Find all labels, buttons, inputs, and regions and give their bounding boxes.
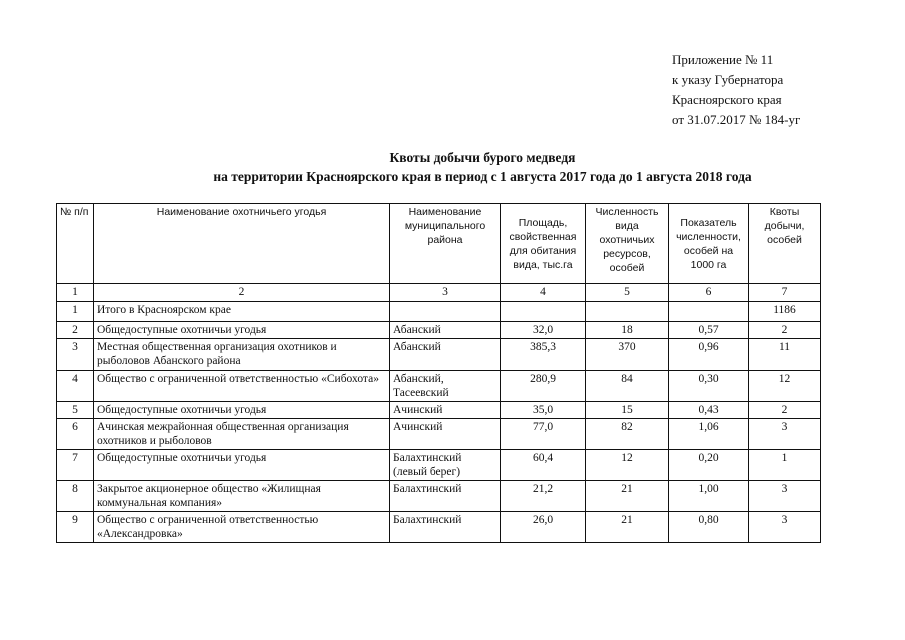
row-number: 2	[57, 322, 94, 339]
quota-value: 3	[749, 481, 821, 512]
index-cell: 7	[749, 284, 821, 302]
header-population: Численность вида охотничьих ресурсов, особей	[586, 204, 669, 284]
district-name	[390, 302, 501, 322]
index-cell: 6	[669, 284, 749, 302]
density-value: 1,00	[669, 481, 749, 512]
density-value: 0,43	[669, 402, 749, 419]
row-number: 1	[57, 302, 94, 322]
area-value: 35,0	[501, 402, 586, 419]
row-number: 4	[57, 371, 94, 402]
quota-value: 2	[749, 322, 821, 339]
district-name: Балахтинский	[390, 481, 501, 512]
hunting-ground-name: Итого в Красноярском крае	[94, 302, 390, 322]
hunting-ground-name: Ачинская межрайонная общественная организация охотников и рыболовов	[94, 419, 390, 450]
row-number: 5	[57, 402, 94, 419]
header-row	[57, 204, 821, 284]
hunting-ground-name: Местная общественная организация охотников и рыболовов Абанского района	[94, 339, 390, 371]
district-name: Абанский	[390, 339, 501, 371]
density-value: 0,96	[669, 339, 749, 371]
index-cell: 5	[586, 284, 669, 302]
title-line-1: Квоты добычи бурого медведя	[389, 150, 576, 165]
table-row	[57, 512, 821, 543]
index-cell: 4	[501, 284, 586, 302]
population-value	[586, 302, 669, 322]
header-area: Площадь, свойственная для обитания вида, тыс.га	[501, 204, 586, 284]
quota-value: 11	[749, 339, 821, 371]
density-value	[669, 302, 749, 322]
density-value: 1,06	[669, 419, 749, 450]
document-title	[0, 148, 905, 186]
table-row	[57, 339, 821, 371]
density-value: 0,80	[669, 512, 749, 543]
row-number: 8	[57, 481, 94, 512]
density-value: 0,30	[669, 371, 749, 402]
density-value: 0,57	[669, 322, 749, 339]
population-value: 12	[586, 450, 669, 481]
row-number: 7	[57, 450, 94, 481]
hunting-ground-name: Закрытое акционерное общество «Жилищная коммунальная компания»	[94, 481, 390, 512]
table-row	[57, 402, 821, 419]
table-row	[57, 322, 821, 339]
header-district: Наименование муниципального района	[390, 204, 501, 284]
district-name: Балахтинский	[390, 512, 501, 543]
row-number: 6	[57, 419, 94, 450]
appendix-number: Приложение № 11	[672, 52, 774, 67]
population-value: 21	[586, 481, 669, 512]
quota-value: 2	[749, 402, 821, 419]
appendix-block	[672, 50, 800, 130]
population-value: 84	[586, 371, 669, 402]
header-density: Показатель численности, особей на 1000 га	[669, 204, 749, 284]
area-value: 60,4	[501, 450, 586, 481]
table-row	[57, 302, 821, 322]
hunting-ground-name: Общедоступные охотничьи угодья	[94, 322, 390, 339]
table-row	[57, 450, 821, 481]
district-name: Абанский	[390, 322, 501, 339]
row-number: 3	[57, 339, 94, 371]
table-row	[57, 371, 821, 402]
population-value: 82	[586, 419, 669, 450]
appendix-region: Красноярского края	[672, 92, 782, 107]
area-value	[501, 302, 586, 322]
index-cell: 3	[390, 284, 501, 302]
quota-value: 1	[749, 450, 821, 481]
hunting-ground-name: Общество с ограниченной ответственностью «Александровка»	[94, 512, 390, 543]
hunting-ground-name: Общедоступные охотничьи угодья	[94, 450, 390, 481]
district-name: Балахтинский (левый берег)	[390, 450, 501, 481]
column-index-row	[57, 284, 821, 302]
area-value: 280,9	[501, 371, 586, 402]
population-value: 15	[586, 402, 669, 419]
quota-value: 3	[749, 419, 821, 450]
district-name: Абанский, Тасеевский	[390, 371, 501, 402]
population-value: 370	[586, 339, 669, 371]
area-value: 385,3	[501, 339, 586, 371]
area-value: 26,0	[501, 512, 586, 543]
index-cell: 2	[94, 284, 390, 302]
quota-value: 3	[749, 512, 821, 543]
table-row	[57, 419, 821, 450]
district-name: Ачинский	[390, 419, 501, 450]
hunting-ground-name: Общество с ограниченной ответственностью «Сибохота»	[94, 371, 390, 402]
hunting-ground-name: Общедоступные охотничьи угодья	[94, 402, 390, 419]
quota-value: 1186	[749, 302, 821, 322]
row-number: 9	[57, 512, 94, 543]
quota-value: 12	[749, 371, 821, 402]
population-value: 18	[586, 322, 669, 339]
area-value: 32,0	[501, 322, 586, 339]
title-line-2: на территории Красноярского края в период с 1 августа 2017 года до 1 августа 2018 года	[213, 169, 752, 184]
district-name: Ачинский	[390, 402, 501, 419]
population-value: 21	[586, 512, 669, 543]
area-value: 21,2	[501, 481, 586, 512]
header-hunting-ground: Наименование охотничьего угодья	[94, 204, 390, 284]
table-row	[57, 481, 821, 512]
appendix-decree: к указу Губернатора	[672, 72, 784, 87]
density-value: 0,20	[669, 450, 749, 481]
quota-table	[56, 203, 821, 543]
header-number: № п/п	[57, 204, 94, 284]
header-quota: Квоты добычи, особей	[749, 204, 821, 284]
appendix-date: от 31.07.2017 № 184-уг	[672, 112, 801, 127]
area-value: 77,0	[501, 419, 586, 450]
index-cell: 1	[57, 284, 94, 302]
